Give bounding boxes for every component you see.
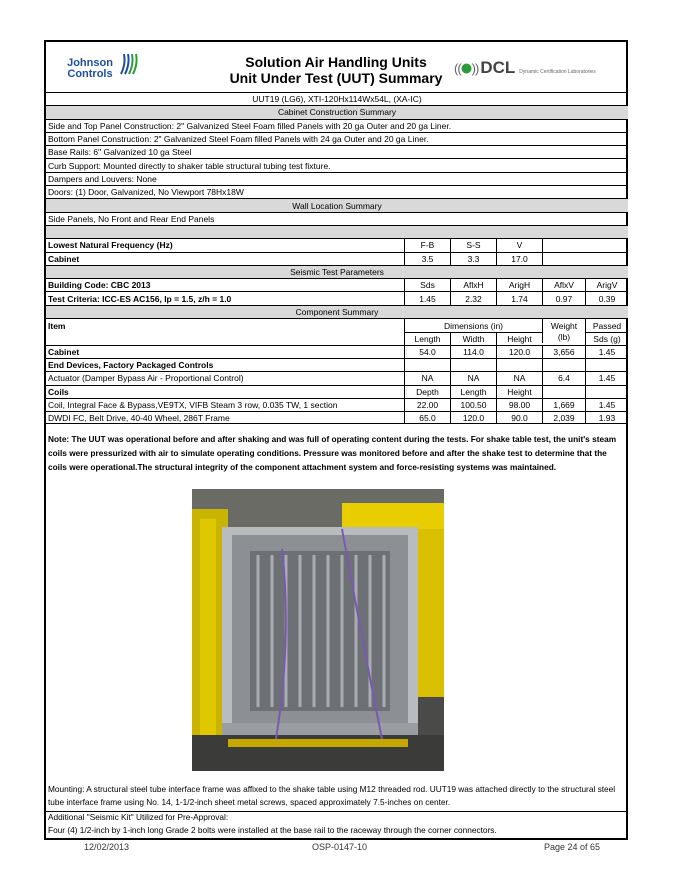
dcl-full-name: Dynamic Certification Laboratories — [519, 69, 596, 75]
seismic-kit-description — [48, 811, 626, 837]
frequency-label: Lowest Natural Frequency (Hz) — [48, 240, 173, 251]
section-heading-row — [46, 265, 628, 278]
seismic-col-aflxh: AflxH — [450, 279, 496, 291]
seismic-heading: Seismic Test Parameters — [290, 267, 384, 277]
component-row — [46, 358, 628, 371]
component-row — [46, 385, 628, 398]
base-rails-line: Base Rails: 6" Galvanized 10 ga Steel — [48, 147, 192, 158]
component-weight-cell: 1,669 — [542, 399, 585, 411]
johnson-controls-wordmark — [62, 58, 118, 80]
wall-location-row — [46, 212, 628, 225]
component-row — [46, 398, 628, 411]
weight-unit: (lb) — [542, 332, 585, 343]
component-weight-cell: 6.4 — [542, 372, 585, 384]
freq-value-ss: 3.3 — [450, 253, 496, 265]
report-title — [196, 54, 476, 86]
seismic-value-row — [46, 291, 628, 304]
seismic-value-sds: 1.45 — [404, 292, 450, 304]
component-passed-sds-cell: 1.45 — [585, 399, 628, 411]
construction-row — [46, 172, 628, 185]
wall-location-heading: Wall Location Summary — [292, 200, 382, 211]
seismic-value-arigv: 0.39 — [585, 292, 628, 304]
uut-summary-table — [46, 92, 628, 424]
section-heading-row — [46, 305, 628, 318]
seismic-value-aflxh: 2.32 — [450, 292, 496, 304]
construction-row — [46, 185, 628, 198]
component-weight-cell: 2,039 — [542, 412, 585, 423]
component-height-cell: Height — [496, 386, 542, 398]
seismic-value-aflxv: 0.97 — [542, 292, 585, 304]
weight-column-label: Weight — [542, 319, 585, 332]
component-width-cell: NA — [450, 372, 496, 384]
item-column-label: Item — [48, 320, 66, 331]
uut-photo-illustration — [192, 489, 444, 771]
passed-unit: Sds (g) — [585, 332, 628, 345]
component-row — [46, 371, 628, 384]
component-height-cell — [496, 359, 542, 371]
frequency-header-row — [46, 238, 628, 251]
uut-row — [46, 92, 628, 105]
component-row — [46, 411, 628, 424]
dim-col-width: Width — [450, 332, 496, 345]
component-rows — [46, 345, 628, 425]
component-length-cell: NA — [404, 372, 450, 384]
spacer-row — [46, 225, 628, 238]
component-passed-sds-cell — [585, 386, 628, 398]
component-name: Coil, Integral Face & Bypass,VE9TX, VIFB Steam 3 row, 0.035 TW, 1 section — [48, 399, 338, 410]
section-heading-row — [46, 198, 628, 211]
dcl-paren-left: (( — [454, 61, 461, 76]
side-top-panel-line: Side and Top Panel Construction: 2" Galvanized Steel Foam filled Panels with 20 ga Outer and 20 ga Liner. — [48, 120, 452, 131]
frequency-value-row — [46, 252, 628, 265]
mounting-description: Mounting: A structural steel tube interface frame was affixed to the shake table using M12 threaded rod. UUT19 was attached directly to the structural steel tube interface frame using No. 14, 1-1/2-inch sheet metal screws, spaced approximately 7.5-inches on center. — [48, 784, 616, 807]
construction-row — [46, 119, 628, 132]
company-line2: Controls — [67, 68, 113, 80]
component-name: End Devices, Factory Packaged Controls — [48, 360, 214, 371]
dcl-logo — [454, 58, 624, 78]
seismic-header-row — [46, 278, 628, 291]
component-height-cell: 120.0 — [496, 346, 542, 358]
dim-col-height: Height — [496, 332, 542, 345]
construction-row — [46, 158, 628, 171]
freq-col-fb: F-B — [404, 239, 450, 251]
dimensions-column-label: Dimensions (in) — [404, 319, 542, 332]
component-name: Cabinet — [48, 346, 80, 357]
seismic-col-arigv: ArigV — [585, 279, 628, 291]
footer-page-number: Page 24 of 65 — [544, 842, 601, 852]
component-width-cell: 114.0 — [450, 346, 496, 358]
component-passed-sds-cell: 1.45 — [585, 346, 628, 358]
freq-value-v: 17.0 — [496, 253, 542, 265]
component-summary-heading: Component Summary — [295, 306, 379, 317]
dim-col-length: Length — [404, 332, 450, 345]
uut-photo — [192, 489, 444, 771]
component-row — [46, 345, 628, 358]
component-weight-cell: 3,656 — [542, 346, 585, 358]
test-criteria-label: Test Criteria: ICC-ES AC156, Ip = 1.5, z/h = 1.0 — [48, 293, 232, 304]
dampers-line: Dampers and Louvers: None — [48, 173, 157, 184]
freq-value-fb: 3.5 — [404, 253, 450, 265]
freq-empty-cell — [542, 253, 628, 265]
freq-col-v: V — [496, 239, 542, 251]
component-height-cell: NA — [496, 372, 542, 384]
seismic-col-aflxv: AflxV — [542, 279, 585, 291]
seismic-kit-detail: Four (4) 1/2-inch by 1-inch long Grade 2 bolts were installed at the base rail to the raceway through the corner connectors. — [48, 825, 497, 835]
component-length-cell — [404, 359, 450, 371]
component-length-cell: 54.0 — [404, 346, 450, 358]
bottom-panel-line: Bottom Panel Construction: 2" Galvanized Steel Foam filled Panels with 24 ga Outer and 20 ga Liner. — [48, 134, 429, 145]
johnson-controls-logo — [62, 52, 152, 86]
component-width-cell: Length — [450, 386, 496, 398]
cabinet-construction-heading: Cabinet Construction Summary — [277, 107, 397, 118]
section-heading-row — [46, 105, 628, 118]
test-note: Note: The UUT was operational before and after shaking and was full of operating content during the tests. For shake table test, the unit's steam coils were pressurized with air to simulate operating conditions. Pressure was monitored before and after the shake test to determine that the coils were operational.The structural integrity of the component attachment system and force-resisting systems was maintained. — [48, 434, 617, 472]
component-name: Coils — [48, 386, 69, 397]
construction-row — [46, 145, 628, 158]
component-length-cell: 22.00 — [404, 399, 450, 411]
company-line1: Johnson — [67, 57, 113, 69]
dcl-wordmark: DCL — [480, 58, 516, 77]
seismic-value-arigh: 1.74 — [496, 292, 542, 304]
component-height-cell: 98.00 — [496, 399, 542, 411]
building-code-label: Building Code: CBC 2013 — [48, 280, 151, 291]
title-line1: Solution Air Handling Units — [245, 54, 427, 70]
report-header — [46, 42, 626, 90]
component-width-cell — [450, 359, 496, 371]
component-width-cell: 100.50 — [450, 399, 496, 411]
construction-row — [46, 132, 628, 145]
doors-line: Doors: (1) Door, Galvanized, No Viewport 78Hx18W — [48, 187, 244, 198]
component-header-row — [46, 318, 628, 345]
seismic-col-sds: Sds — [404, 279, 450, 291]
component-name: Actuator (Damper Bypass Air - Proportional Control) — [48, 373, 244, 384]
footer-document-id: OSP-0147-10 — [312, 842, 368, 852]
title-line2: Unit Under Test (UUT) Summary — [229, 70, 443, 86]
passed-column-label: Passed — [585, 319, 628, 332]
component-length-cell: Depth — [404, 386, 450, 398]
seismic-col-arigh: ArigH — [496, 279, 542, 291]
curb-support-line: Curb Support: Mounted directly to shaker table structural tubing test fixture. — [48, 160, 331, 171]
component-width-cell: 120.0 — [450, 412, 496, 423]
dcl-dot-icon — [461, 63, 472, 74]
freq-empty-cell — [542, 239, 628, 251]
component-weight-cell — [542, 359, 585, 371]
component-passed-sds-cell — [585, 359, 628, 371]
frequency-row-label: Cabinet — [48, 253, 80, 264]
component-passed-sds-cell: 1.45 — [585, 372, 628, 384]
component-height-cell: 90.0 — [496, 412, 542, 423]
component-passed-sds-cell: 1.93 — [585, 412, 628, 423]
component-length-cell: 65.0 — [404, 412, 450, 423]
component-name: DWDI FC, Belt Drive, 40-40 Wheel, 286T Frame — [48, 412, 230, 423]
footer-date: 12/02/2013 — [84, 842, 130, 852]
freq-col-ss: S-S — [450, 239, 496, 251]
dcl-paren-right: )) — [471, 61, 479, 76]
wall-location-line: Side Panels, No Front and Rear End Panels — [48, 213, 215, 224]
uut-identifier: UUT19 (LG6), XTI-120Hx114Wx54L, (XA-IC) — [252, 94, 422, 105]
johnson-controls-mark-icon — [118, 52, 138, 78]
seismic-kit-title: Additional "Seismic Kit" Utilized for Pre-Approval: — [48, 812, 229, 822]
component-weight-cell — [542, 386, 585, 398]
